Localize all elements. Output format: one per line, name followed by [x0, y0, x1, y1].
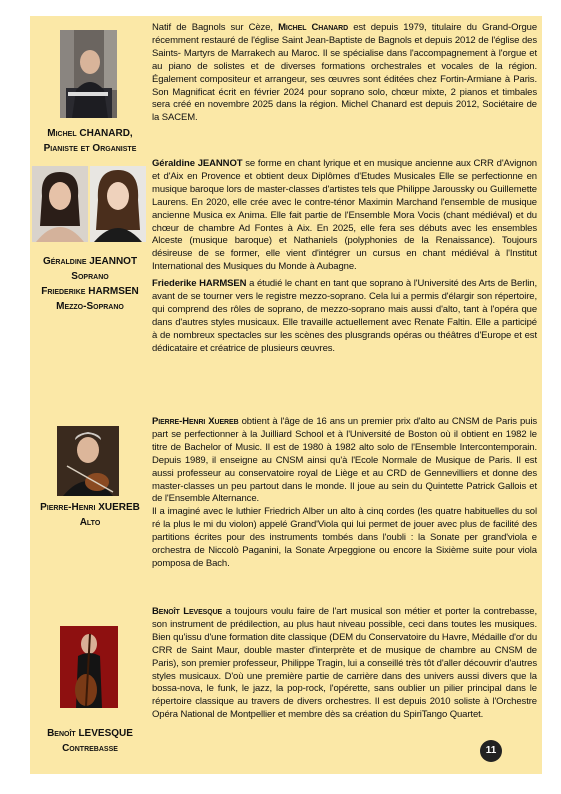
harmsen-name: Friederike HARMSEN [41, 286, 139, 297]
chanard-role: Pianiste et Organiste [43, 143, 137, 154]
jeannot-role: Soprano [71, 271, 109, 282]
content-panel [30, 16, 542, 774]
section-xuereb [30, 416, 542, 602]
jeannot-harmsen-bio [152, 158, 537, 356]
levesque-name: Benoît LEVESQUE [47, 728, 133, 739]
chanard-photo [60, 30, 117, 118]
jeannot-name: Géraldine JEANNOT [42, 256, 138, 267]
levesque-bio-name: Benoît Levesque [152, 606, 223, 617]
xuereb-bio [152, 416, 537, 571]
jeannot-bio-name: Géraldine JEANNOT [152, 158, 243, 169]
harmsen-role: Mezzo-Soprano [56, 301, 124, 312]
section-chanard [30, 22, 542, 168]
chanard-bio [152, 22, 537, 125]
section-levesque [30, 606, 542, 774]
chanard-bio-intro: Natif de Bagnols sur Cèze, [152, 22, 273, 33]
chanard-bio-name: Michel Chanard [278, 22, 349, 33]
jeannot-photo [32, 166, 88, 242]
levesque-photo [60, 626, 118, 708]
levesque-bio [152, 606, 537, 722]
xuereb-name: Pierre-Henri XUEREB [40, 502, 140, 513]
harmsen-bio-name: Friederike HARMSEN [152, 278, 247, 290]
xuereb-role: Alto [79, 517, 101, 528]
page-number: 11 [480, 740, 502, 762]
harmsen-photo [90, 166, 146, 242]
xuereb-bio-text: obtient à l'âge de 16 ans un premier prix d'alto au CNSM de Paris puis part se perfectionner à la Juilliard School et à l'Université de Boston où il obtient en 1982 le titre de Bachelor of Music. Il est de 1980 à 1982 alto solo de l'Ensemble Intercontemporain. Depuis 1989, il enseigne au CNSM ainsi qu'à l'Ecole Normale de Musique de Paris. Il est aussi professeur au conservatoire royal de Liège et au CRD de Gennevilliers et donne des master-classes un peu partout dans le monde. Il joue au sein du Quintette Patrick Gallois et de l'Ensemble Alternance. [152, 416, 537, 505]
levesque-role: Contrebasse [62, 743, 118, 754]
chanard-bio-text: est depuis 1979, titulaire du Grand-Orgue récemment restauré de l'église Saint Jean-Baptiste de Bagnols et depuis 2012 de l'église des Saints- Martyrs de Marrakech au Maroc. Il se spécialise dans l'accompagnement à l'orgue et au piano de solistes et de diverses formations orchestrales et vocales de la région. Également compositeur et arrangeur, ses œuvres sont éditées chez Fortin-Armiane à Paris. Son Magnificat écrit en février 2024 pour soprano solo, chœur mixte, 2 pianos et timbales sera créé en novembre 2025 dans la région. Michel Chanard est depuis 2012, Sociétaire de la SACEM. [152, 22, 538, 124]
xuereb-bio-text-2: Il a imaginé avec le luthier Friedrich Alber un alto à cinq cordes (les quatre habituelles du sol ré la plus le mi du violon) appelé Grand'Viola qui lui permet de jouer avec plus de facilité des partitions écrites pour des instruments tombés dans l'oubli : la Sonate per grand'viola e orchestra de Niccolò Paganini, la Sonate Arpeggione ou encore la Sixième suite pour viola pomposa de Bach. [152, 506, 537, 569]
xuereb-photo [57, 426, 119, 496]
chanard-name: Michel CHANARD, [47, 128, 133, 139]
levesque-bio-text: a toujours voulu faire de l'art musical son métier et porter la contrebasse, son instrument de prédilection, au plus haut niveau possible, ceci dans toutes les musiques. Bien qu'issu d'une formation dite classique (DEM du Conservatoire du Havre, Médaille d'or du CRR de Saint Maur, double master d'interprète et de musique de chambre au CNSM de Paris), son premier professeur, Philippe Tragin, lui a conseillé très tôt d'aller découvrir d'autres styles musicaux. D'où une première partie de carrière dans des univers aussi divers que la bossa-nova, le funk, le jazz, la pop-rock, l'opérette, sans oublier un pilier principal dans le répertoire classique au travers de divers orchestres. Il est depuis 2010 soliste à l'Orchestre Opéra National de Montpellier et membre dès sa création du SpiriTango Quartet. [152, 606, 537, 721]
jeannot-bio-text: se forme en chant lyrique et en musique ancienne aux CRR d'Avignon et d'Aix en Provence et obtient deux Diplômes d'Etudes Musicales Elle se perfectionne en musique baroque lors de master-classes d'artistes tels que Philippe Jaroussky ou Guillemette Laurens. En 2020, elle crée avec le contre-ténor Maximin Marchand l'ensemble de musique ancienne Musica ex Anima. Elle fait partie de l'Ensemble Mora Vocis (chant médiéval) et du chœur de chambre Ad Fontes à Aix. En 2025, elle fera ses débuts avec les ensembles Alceste (musique baroque) et Nathaniels (polyphonies de la Renaissance). Toujours désireuse de se former, elle vient d'intégrer un cursus en chant médiéval à l'Institut International des Musiques du Monde à Aubagne. [152, 158, 537, 273]
section-jeannot-harmsen [30, 158, 542, 418]
harmsen-bio-text: a étudié le chant en tant que soprano à l'Université des Arts de Berlin, avant de se tourner vers le registre mezzo-soprano. Cela lui a permis d'élargir son répertoire, qui comprend des rôles de soprano, de mezzo-soprano mais aussi d'alto, tant à l'opéra que dans d'autres styles musicaux. Elle travaille actuellement avec Renate Faltin. Elle a participé à de nombreux spectacles sur les scènes des plusgrands opéras ou théâtres d'Europe et est dédicataire et créatrice de plusieurs œuvres. [152, 278, 537, 354]
xuereb-bio-name: Pierre-Henri Xuereb [152, 416, 239, 427]
